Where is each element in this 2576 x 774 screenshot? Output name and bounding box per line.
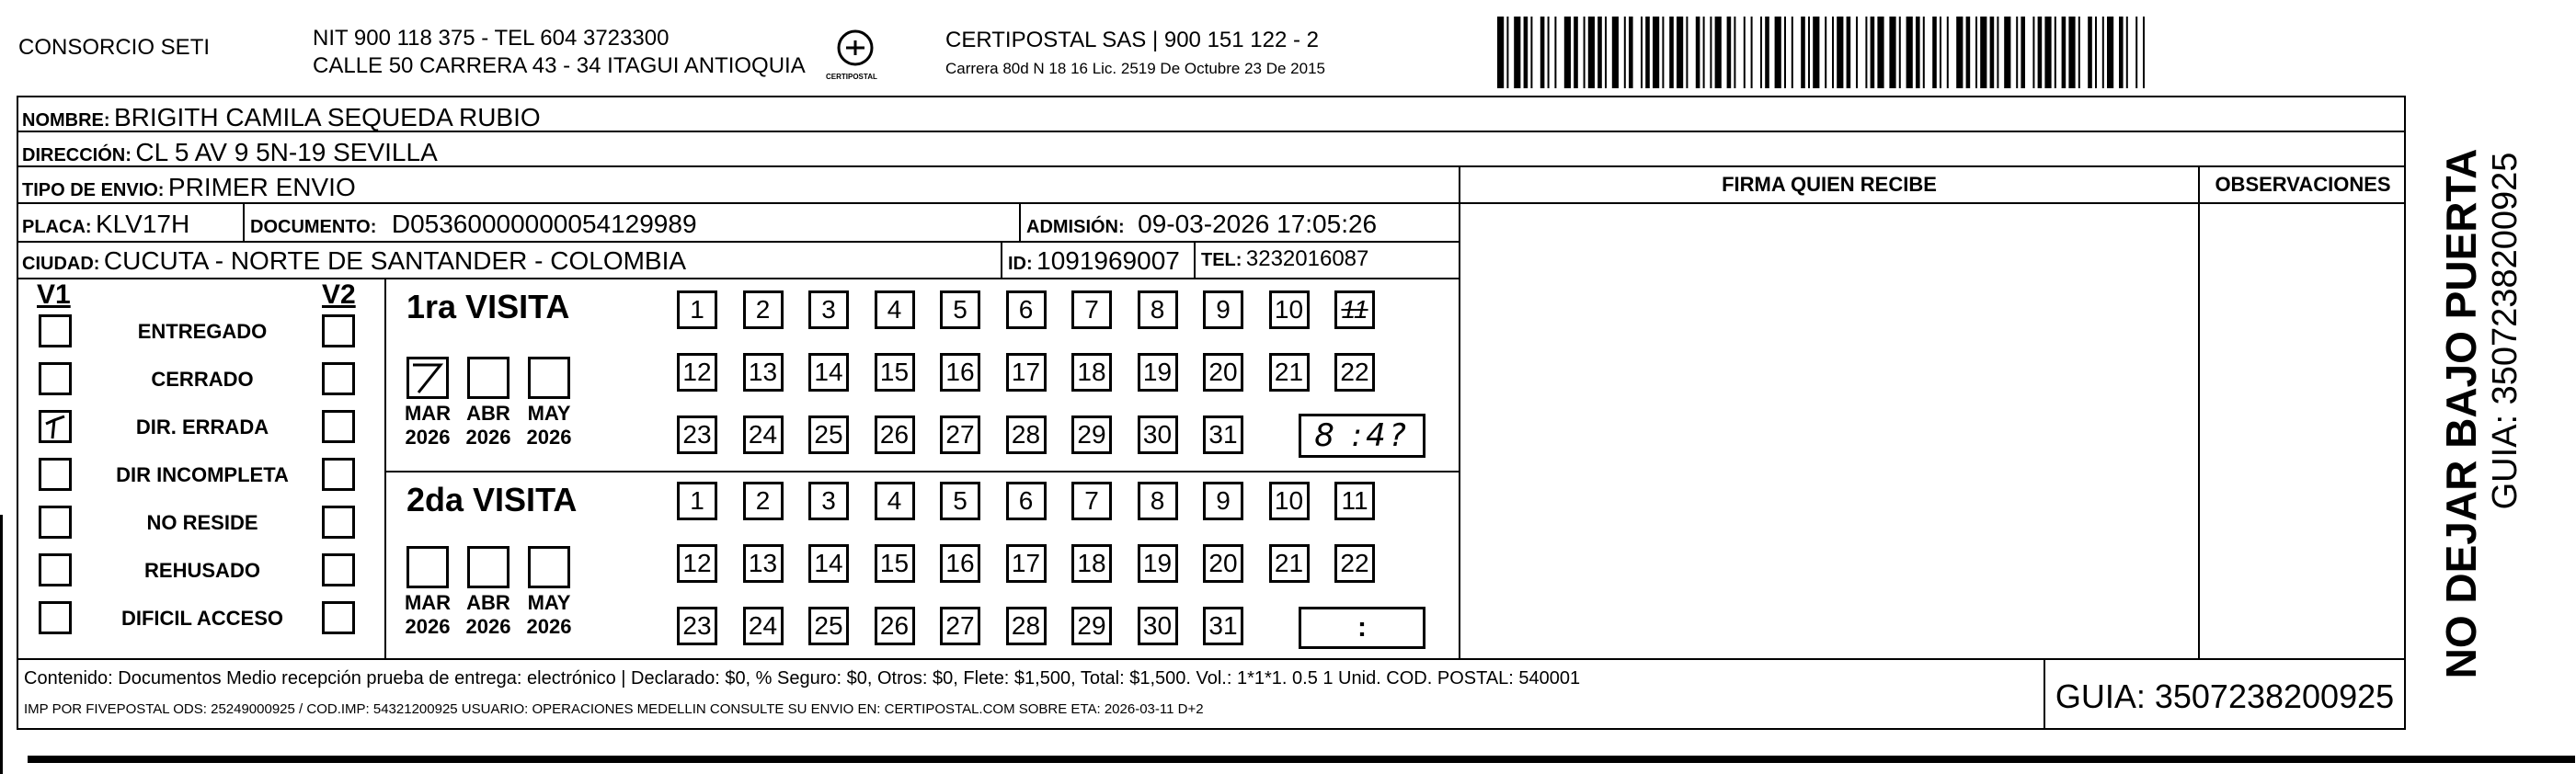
nombre-label: NOMBRE:: [22, 110, 110, 131]
placa-value: KLV17H: [96, 210, 190, 238]
company-name: CONSORCIO SETI: [18, 35, 211, 60]
second-month-year: 2026: [405, 615, 451, 638]
second-visit-time: :: [1357, 612, 1367, 643]
footer-content-line: Contenido: Documentos Medio recepción prueba de entrega: electrónico | Declarado: $0, % Seguro: $0, Otros: $0, Flete: $1,500, Total: $1,500. Vol.: 1*1*1. 0.5 1 Unid. COD. POSTAL: 540001: [24, 668, 1581, 689]
admision-label: ADMISIÓN:: [1026, 217, 1125, 237]
carrier-license: Carrera 80d N 18 16 Lic. 2519 De Octubre 23 De 2015: [945, 60, 1325, 77]
id-row: [1008, 248, 1180, 274]
first-day-box[interactable]: 10: [1269, 290, 1310, 329]
placa-label: PLACA:: [22, 217, 92, 237]
second-day-box[interactable]: 15: [875, 544, 915, 583]
second-day-box[interactable]: 19: [1138, 544, 1178, 583]
second-day-box[interactable]: 6: [1006, 482, 1047, 520]
second-day-box[interactable]: 13: [743, 544, 784, 583]
second-day-box[interactable]: 24: [743, 607, 784, 645]
first-day-box[interactable]: 5: [940, 290, 980, 329]
first-day-box[interactable]: 30: [1138, 415, 1178, 454]
v1-checkbox[interactable]: [39, 553, 72, 586]
first-month-year: 2026: [465, 426, 511, 449]
second-day-box[interactable]: 8: [1138, 482, 1178, 520]
first-day-box[interactable]: 6: [1006, 290, 1047, 329]
first-day-box[interactable]: 28: [1006, 415, 1047, 454]
first-day-box[interactable]: 14: [808, 353, 849, 392]
first-day-box[interactable]: 27: [940, 415, 980, 454]
second-day-box[interactable]: 5: [940, 482, 980, 520]
first-day-box[interactable]: 21: [1269, 353, 1310, 392]
second-month-name: MAY: [527, 591, 571, 614]
status-option-label: NO RESIDE: [146, 511, 258, 534]
documento-value: D05360000000054129989: [391, 210, 697, 238]
first-day-box[interactable]: 1: [677, 290, 717, 329]
second-day-box[interactable]: 29: [1071, 607, 1112, 645]
second-day-box[interactable]: 7: [1071, 482, 1112, 520]
firma-header: FIRMA QUIEN RECIBE: [1722, 173, 1937, 196]
first-month-name: ABR: [466, 402, 510, 425]
first-day-box[interactable]: 11: [1334, 290, 1375, 329]
second-day-box[interactable]: 25: [808, 607, 849, 645]
second-month-checkbox[interactable]: [528, 546, 570, 588]
second-day-box[interactable]: 31: [1203, 607, 1243, 645]
side-guia: GUIA: 3507238200925: [2486, 152, 2524, 510]
second-day-box[interactable]: 18: [1071, 544, 1112, 583]
second-month-checkbox[interactable]: [467, 546, 509, 588]
v1-checkbox[interactable]: [39, 362, 72, 395]
placa-row: [22, 211, 189, 237]
first-month-name: MAR: [404, 402, 452, 425]
observaciones-header: OBSERVACIONES: [2215, 173, 2391, 196]
ciudad-row: [22, 248, 686, 274]
v2-label: V2: [322, 279, 356, 310]
v1-checkbox[interactable]: [39, 458, 72, 491]
second-day-box[interactable]: 22: [1334, 544, 1375, 583]
v2-checkbox[interactable]: [322, 410, 355, 443]
first-month-name: MAY: [527, 402, 571, 425]
footer-print-line: IMP POR FIVEPOSTAL ODS: 25249000925 / COD.IMP: 54321200925 USUARIO: OPERACIONES MEDELLIN CONSULTE SU ENVIO EN: CERTIPOSTAL.COM SOBRE ETA: 2026-03-11 D+2: [24, 701, 1204, 717]
v1-label: V1: [37, 279, 71, 310]
first-month-year: 2026: [405, 426, 451, 449]
second-day-box[interactable]: 27: [940, 607, 980, 645]
second-day-box[interactable]: 26: [875, 607, 915, 645]
admision-value: 09-03-2026 17:05:26: [1138, 210, 1378, 238]
barcode-icon: [1497, 17, 2150, 88]
first-month-checkbox[interactable]: [467, 357, 509, 399]
barcode: [1497, 17, 2150, 88]
v1-checkbox[interactable]: [39, 601, 72, 634]
second-day-box[interactable]: 12: [677, 544, 717, 583]
second-month-year: 2026: [465, 615, 511, 638]
logo-caption: CERTIPOSTAL: [826, 73, 877, 81]
first-day-box[interactable]: 16: [940, 353, 980, 392]
second-visit-label: 2da VISITA: [406, 481, 578, 518]
v2-checkbox[interactable]: [322, 458, 355, 491]
id-value: 1091969007: [1036, 246, 1180, 275]
left-edge-line: [0, 515, 3, 774]
documento-row: [250, 211, 697, 237]
status-option-label: CERRADO: [151, 368, 254, 391]
first-day-box[interactable]: 22: [1334, 353, 1375, 392]
bottom-edge-line: [28, 756, 2575, 763]
carrier-name: CERTIPOSTAL SAS | 900 151 122 - 2: [945, 28, 1319, 52]
first-day-box[interactable]: 20: [1203, 353, 1243, 392]
admision-row: [1026, 211, 1377, 237]
first-day-box[interactable]: 4: [875, 290, 915, 329]
direccion-row: [22, 140, 438, 165]
first-day-box[interactable]: 9: [1203, 290, 1243, 329]
first-day-box[interactable]: 18: [1071, 353, 1112, 392]
status-option-label: DIFICIL ACCESO: [120, 607, 283, 630]
first-day-box[interactable]: 26: [875, 415, 915, 454]
tel-row: [1201, 248, 1368, 270]
first-day-box[interactable]: 31: [1203, 415, 1243, 454]
first-visit-time-box[interactable]: [1299, 414, 1425, 458]
v2-checkbox[interactable]: [322, 553, 355, 586]
second-visit-time-box[interactable]: [1299, 607, 1425, 649]
v2-checkbox[interactable]: [322, 601, 355, 634]
id-label: ID:: [1008, 254, 1033, 274]
second-day-box[interactable]: 4: [875, 482, 915, 520]
nombre-value: BRIGITH CAMILA SEQUEDA RUBIO: [114, 103, 541, 131]
second-day-box[interactable]: 2: [743, 482, 784, 520]
month-mark-icon: [409, 359, 446, 396]
second-month-name: MAR: [404, 591, 452, 614]
second-day-box[interactable]: 11: [1334, 482, 1375, 520]
first-day-box[interactable]: 17: [1006, 353, 1047, 392]
tipo-envio-label: TIPO DE ENVIO:: [22, 180, 165, 200]
documento-label: DOCUMENTO:: [250, 217, 377, 237]
nombre-row: [22, 105, 541, 131]
v2-checkbox[interactable]: [322, 362, 355, 395]
second-month-year: 2026: [526, 615, 572, 638]
status-option-label: ENTREGADO: [137, 320, 268, 343]
ciudad-label: CIUDAD:: [22, 254, 100, 274]
second-day-box[interactable]: 9: [1203, 482, 1243, 520]
second-day-box[interactable]: 21: [1269, 544, 1310, 583]
tel-value: 3232016087: [1245, 246, 1369, 271]
second-month-name: ABR: [466, 591, 510, 614]
first-day-box[interactable]: 7: [1071, 290, 1112, 329]
second-day-box[interactable]: 23: [677, 607, 717, 645]
tipo-envio-row: [22, 175, 356, 200]
company-address-line: CALLE 50 CARRERA 43 - 34 ITAGUI ANTIOQUIA: [313, 53, 806, 78]
first-day-box[interactable]: 13: [743, 353, 784, 392]
second-month-checkbox[interactable]: [406, 546, 449, 588]
first-day-box[interactable]: 3: [808, 290, 849, 329]
first-day-box[interactable]: 12: [677, 353, 717, 392]
ciudad-value: CUCUTA - NORTE DE SANTANDER - COLOMBIA: [103, 246, 687, 275]
footer-guia: GUIA: 3507238200925: [2055, 677, 2395, 715]
second-day-box[interactable]: 3: [808, 482, 849, 520]
first-day-box[interactable]: 8: [1138, 290, 1178, 329]
first-day-box[interactable]: 23: [677, 415, 717, 454]
first-day-box[interactable]: 24: [743, 415, 784, 454]
second-day-box[interactable]: 14: [808, 544, 849, 583]
tel-label: TEL:: [1201, 250, 1242, 270]
second-day-box[interactable]: 16: [940, 544, 980, 583]
direccion-label: DIRECCIÓN:: [22, 145, 132, 165]
side-warning: NO DEJAR BAJO PUERTA: [2437, 148, 2485, 679]
company-nit-line: NIT 900 118 375 - TEL 604 3723300: [313, 26, 670, 51]
first-day-box[interactable]: 2: [743, 290, 784, 329]
v1-checkbox[interactable]: [39, 314, 72, 347]
first-day-box[interactable]: 19: [1138, 353, 1178, 392]
first-visit-label: 1ra VISITA: [406, 288, 570, 325]
first-day-box[interactable]: 15: [875, 353, 915, 392]
second-day-box[interactable]: 10: [1269, 482, 1310, 520]
first-visit-time: 8 :4?: [1314, 417, 1410, 454]
second-day-box[interactable]: 28: [1006, 607, 1047, 645]
status-option-label: REHUSADO: [144, 559, 260, 582]
check-mark-icon: [41, 413, 69, 440]
first-month-checkbox[interactable]: [528, 357, 570, 399]
second-day-box[interactable]: 1: [677, 482, 717, 520]
first-day-box[interactable]: 25: [808, 415, 849, 454]
status-option-label: DIR INCOMPLETA: [116, 463, 289, 486]
second-day-box[interactable]: 30: [1138, 607, 1178, 645]
second-day-box[interactable]: 17: [1006, 544, 1047, 583]
v2-checkbox[interactable]: [322, 314, 355, 347]
v1-checkbox[interactable]: [39, 410, 72, 443]
second-day-box[interactable]: 20: [1203, 544, 1243, 583]
tipo-envio-value: PRIMER ENVIO: [167, 173, 356, 201]
first-day-box[interactable]: 29: [1071, 415, 1112, 454]
v1-checkbox[interactable]: [39, 506, 72, 539]
direccion-value: CL 5 AV 9 5N-19 SEVILLA: [135, 138, 438, 166]
v2-checkbox[interactable]: [322, 506, 355, 539]
first-month-checkbox[interactable]: [406, 357, 449, 399]
status-option-label: DIR. ERRADA: [135, 415, 269, 438]
first-month-year: 2026: [526, 426, 572, 449]
